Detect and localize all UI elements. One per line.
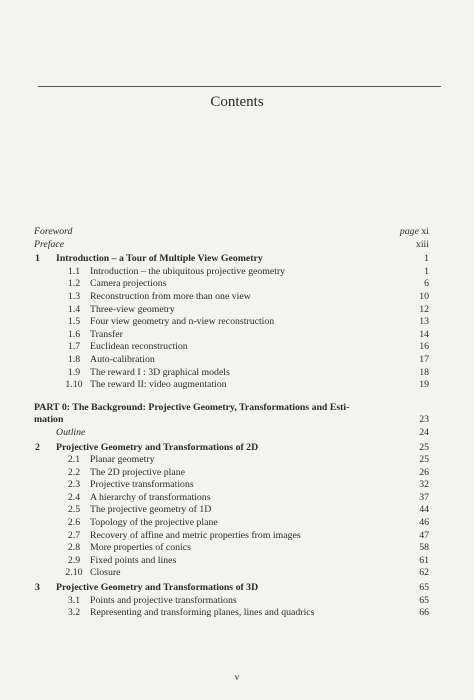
toc-section-entry: [34, 479, 429, 492]
section-number: 1.3: [67, 290, 81, 302]
page-title: Contents: [210, 94, 264, 110]
toc-chapter-heading: [34, 442, 429, 455]
toc-page: 32: [419, 479, 429, 491]
toc-section-entry: [34, 517, 429, 530]
section-number: 1.6: [67, 328, 81, 340]
section-number: 2.9: [67, 554, 81, 566]
toc-section-entry: [34, 278, 429, 291]
section-number: 2.8: [67, 542, 81, 554]
table-of-contents: [34, 226, 429, 620]
section-title: Three-view geometry: [90, 303, 175, 315]
chapter-title: Introduction – a Tour of Multiple View Geometry: [56, 253, 263, 265]
section-number: 1.10: [65, 379, 83, 391]
section-title: Auto-calibration: [90, 353, 155, 365]
chapter-number: 2: [35, 441, 40, 453]
section-title: The 2D projective plane: [90, 466, 185, 478]
toc-entry-foreword: [34, 226, 429, 239]
chapter-title: Projective Geometry and Transformations of 3D: [56, 582, 259, 594]
section-number: 2.1: [67, 454, 81, 466]
chapter-number: 3: [35, 582, 40, 594]
toc-page: 14: [419, 328, 429, 340]
toc-label: Outline: [56, 426, 86, 438]
part-title-line2: [34, 414, 429, 427]
toc-section-entry: [34, 504, 429, 517]
section-title: Euclidean reconstruction: [90, 341, 188, 353]
part-title-line1: PART 0: The Background: Projective Geometry, Transformations and Esti-: [34, 401, 350, 413]
toc-section-entry: [34, 607, 429, 620]
toc-section-entry: [34, 329, 429, 342]
toc-page: 12: [419, 303, 429, 315]
toc-chapter-heading: [34, 253, 429, 266]
toc-section-entry: [34, 492, 429, 505]
toc-page: 25: [419, 454, 429, 466]
toc-section-entry: [34, 530, 429, 543]
section-number: 1.2: [67, 278, 81, 290]
section-number: 3.2: [67, 607, 81, 619]
toc-section-entry: [34, 595, 429, 608]
section-number: 1.7: [67, 341, 81, 353]
toc-page: 37: [419, 491, 429, 503]
page-prefix: page: [399, 226, 419, 237]
section-number: 2.5: [67, 504, 81, 516]
toc-page: 16: [419, 341, 429, 353]
section-title: Topology of the projective plane: [90, 517, 218, 529]
toc-section-entry: [34, 467, 429, 480]
toc-section-entry: [34, 567, 429, 580]
section-number: 2.4: [67, 491, 81, 503]
toc-section-entry: [34, 542, 429, 555]
toc-section-entry: [34, 341, 429, 354]
toc-section-entry: [34, 291, 429, 304]
toc-section-entry: [34, 367, 429, 380]
toc-chapter-heading: [34, 582, 429, 595]
part-title-text: mation: [34, 414, 64, 426]
toc-section-entry: [34, 266, 429, 279]
section-title: More properties of conics: [90, 542, 191, 554]
section-number: 2.3: [67, 479, 81, 491]
toc-page: 61: [419, 554, 429, 566]
section-title: The reward I : 3D graphical models: [90, 366, 230, 378]
toc-section-entry: [34, 454, 429, 467]
section-title: Recovery of affine and metric properties from images: [90, 529, 301, 541]
toc-page: 26: [419, 466, 429, 478]
section-title: Introduction – the ubiquitous projective geometry: [90, 265, 286, 277]
toc-page: 47: [419, 529, 429, 541]
section-number: 1.9: [67, 366, 81, 378]
toc-page: [400, 226, 429, 239]
toc-label: Preface: [34, 238, 65, 250]
section-title: Planar geometry: [90, 454, 155, 466]
toc-page: 62: [419, 567, 429, 579]
toc-page: 1: [424, 253, 429, 265]
section-title: Closure: [90, 567, 121, 579]
top-rule: [38, 86, 441, 87]
toc-page: 18: [419, 366, 429, 378]
section-number: 1.8: [67, 353, 81, 365]
toc-section-entry: [34, 304, 429, 317]
toc-page: 44: [419, 504, 429, 516]
chapter-title: Projective Geometry and Transformations of 2D: [56, 441, 259, 453]
toc-section-entry: [34, 555, 429, 568]
toc-page: 13: [419, 316, 429, 328]
section-number: 2.2: [67, 466, 81, 478]
page-number-footer: v: [234, 672, 240, 682]
toc-page: 58: [419, 542, 429, 554]
section-number: 2.10: [65, 567, 83, 579]
section-title: Points and projective transformations: [90, 594, 237, 606]
toc-page: 65: [419, 582, 429, 594]
section-title: Representing and transforming planes, lines and quadrics: [90, 607, 315, 619]
page-number: xi: [421, 226, 429, 237]
section-title: Transfer: [90, 328, 123, 340]
section-title: The projective geometry of 1D: [90, 504, 212, 516]
toc-page: 17: [419, 353, 429, 365]
toc-entry-preface: [34, 239, 429, 252]
section-title: The reward II: video augmentation: [90, 379, 227, 391]
section-number: 2.7: [67, 529, 81, 541]
toc-page: 19: [419, 379, 429, 391]
toc-section-entry: [34, 354, 429, 367]
section-number: 1.5: [67, 316, 81, 328]
toc-page: 46: [419, 517, 429, 529]
section-title: Four view geometry and n-view reconstruction: [90, 316, 275, 328]
section-number: 2.6: [67, 517, 81, 529]
toc-page: xiii: [415, 238, 429, 250]
toc-page: 23: [419, 414, 429, 426]
toc-page: 24: [419, 426, 429, 438]
toc-page: 66: [419, 607, 429, 619]
section-title: Reconstruction from more than one view: [90, 290, 251, 302]
section-number: 1.4: [67, 303, 81, 315]
section-number: 1.1: [67, 265, 81, 277]
toc-section-entry: [34, 379, 429, 392]
toc-page: 6: [424, 278, 429, 290]
part-heading: [34, 402, 429, 427]
section-title: A hierarchy of transformations: [90, 491, 211, 503]
toc-page: 25: [419, 441, 429, 453]
toc-section-entry: [34, 316, 429, 329]
toc-page: 1: [424, 265, 429, 277]
chapter-number: 1: [35, 253, 40, 265]
toc-label: Foreword: [34, 226, 73, 237]
section-title: Projective transformations: [90, 479, 194, 491]
toc-page: 65: [419, 594, 429, 606]
section-number: 3.1: [67, 594, 81, 606]
toc-page: 10: [419, 290, 429, 302]
toc-entry-outline: [34, 427, 429, 440]
section-title: Camera projections: [90, 278, 167, 290]
section-title: Fixed points and lines: [90, 554, 177, 566]
